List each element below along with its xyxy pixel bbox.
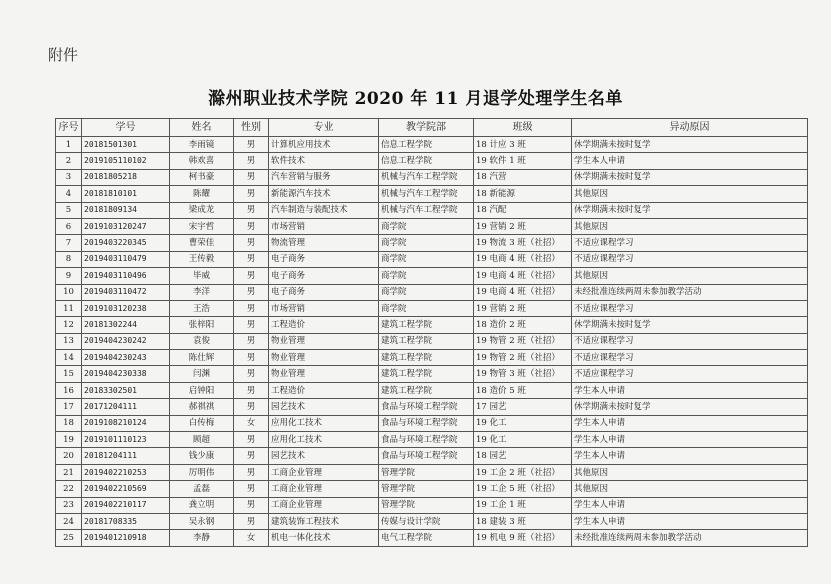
cell-name: 王传毅 <box>170 251 234 267</box>
cell-name: 龚立明 <box>170 497 234 513</box>
table-row <box>56 382 808 398</box>
cell-student-id: 2019403110496 <box>82 268 170 284</box>
cell-gender: 男 <box>234 481 269 497</box>
cell-index: 3 <box>56 169 82 185</box>
cell-class: 18 新能源 <box>474 186 572 202</box>
cell-major: 电子商务 <box>269 284 379 300</box>
cell-index: 6 <box>56 218 82 234</box>
cell-reason: 休学期满未按时复学 <box>572 202 808 218</box>
cell-class: 18 建装 3 班 <box>474 513 572 529</box>
cell-class: 19 电商 4 班（社招） <box>474 284 572 300</box>
table-row <box>56 432 808 448</box>
cell-index: 4 <box>56 186 82 202</box>
cell-index: 25 <box>56 530 82 546</box>
cell-gender: 男 <box>234 448 269 464</box>
cell-name: 厉明伟 <box>170 464 234 480</box>
cell-department: 电气工程学院 <box>379 530 474 546</box>
cell-reason: 学生本人申请 <box>572 415 808 431</box>
cell-gender: 男 <box>234 317 269 333</box>
column-header-class: 班级 <box>474 119 572 137</box>
cell-student-id: 2019404230338 <box>82 366 170 382</box>
cell-index: 14 <box>56 350 82 366</box>
column-header-gender: 性别 <box>234 119 269 137</box>
cell-major: 园艺技术 <box>269 448 379 464</box>
column-header-index: 序号 <box>56 119 82 137</box>
cell-gender: 男 <box>234 235 269 251</box>
cell-major: 工商企业管理 <box>269 464 379 480</box>
cell-major: 应用化工技术 <box>269 432 379 448</box>
cell-index: 7 <box>56 235 82 251</box>
table-row <box>56 333 808 349</box>
cell-department: 管理学院 <box>379 497 474 513</box>
cell-reason: 休学期满未按时复学 <box>572 169 808 185</box>
cell-class: 19 工企 1 班 <box>474 497 572 513</box>
cell-class: 19 物管 3 班（社招） <box>474 366 572 382</box>
cell-student-id: 2019108210124 <box>82 415 170 431</box>
cell-gender: 男 <box>234 284 269 300</box>
cell-reason: 不适应课程学习 <box>572 235 808 251</box>
cell-index: 5 <box>56 202 82 218</box>
cell-student-id: 20181805218 <box>82 169 170 185</box>
cell-reason: 学生本人申请 <box>572 513 808 529</box>
cell-index: 1 <box>56 137 82 153</box>
table-row <box>56 317 808 333</box>
cell-department: 机械与汽车工程学院 <box>379 169 474 185</box>
cell-student-id: 2019404230243 <box>82 350 170 366</box>
cell-major: 汽车制造与装配技术 <box>269 202 379 218</box>
cell-reason: 其他原因 <box>572 218 808 234</box>
table-row <box>56 186 808 202</box>
cell-reason: 未经批准连续两周未参加教学活动 <box>572 530 808 546</box>
cell-department: 管理学院 <box>379 464 474 480</box>
cell-department: 信息工程学院 <box>379 153 474 169</box>
table-row <box>56 350 808 366</box>
cell-reason: 休学期满未按时复学 <box>572 317 808 333</box>
cell-major: 物业管理 <box>269 350 379 366</box>
column-header-department: 教学院部 <box>379 119 474 137</box>
cell-index: 12 <box>56 317 82 333</box>
cell-class: 19 软件 1 班 <box>474 153 572 169</box>
cell-gender: 男 <box>234 382 269 398</box>
cell-name: 毕威 <box>170 268 234 284</box>
cell-reason: 不适应课程学习 <box>572 251 808 267</box>
cell-department: 食品与环境工程学院 <box>379 399 474 415</box>
cell-department: 建筑工程学院 <box>379 382 474 398</box>
cell-name: 白传梅 <box>170 415 234 431</box>
column-header-name: 姓名 <box>170 119 234 137</box>
cell-index: 20 <box>56 448 82 464</box>
cell-department: 食品与环境工程学院 <box>379 432 474 448</box>
cell-department: 建筑工程学院 <box>379 350 474 366</box>
cell-department: 传媒与设计学院 <box>379 513 474 529</box>
cell-department: 信息工程学院 <box>379 137 474 153</box>
table-row <box>56 137 808 153</box>
cell-class: 19 营销 2 班 <box>474 300 572 316</box>
cell-class: 19 物管 2 班（社招） <box>474 350 572 366</box>
table-row <box>56 251 808 267</box>
table-row <box>56 366 808 382</box>
cell-name: 孟磊 <box>170 481 234 497</box>
cell-major: 市场营销 <box>269 300 379 316</box>
cell-major: 汽车营销与服务 <box>269 169 379 185</box>
cell-index: 9 <box>56 268 82 284</box>
table-row <box>56 284 808 300</box>
cell-name: 李洋 <box>170 284 234 300</box>
cell-student-id: 2019403110472 <box>82 284 170 300</box>
cell-reason: 休学期满未按时复学 <box>572 399 808 415</box>
table-row <box>56 481 808 497</box>
cell-class: 18 计应 3 班 <box>474 137 572 153</box>
table-row <box>56 235 808 251</box>
cell-name: 张梓阳 <box>170 317 234 333</box>
cell-gender: 女 <box>234 530 269 546</box>
table-row <box>56 399 808 415</box>
cell-index: 15 <box>56 366 82 382</box>
cell-name: 郝祺祺 <box>170 399 234 415</box>
cell-class: 19 机电 9 班（社招） <box>474 530 572 546</box>
cell-student-id: 2019401210918 <box>82 530 170 546</box>
cell-class: 19 工企 2 班（社招） <box>474 464 572 480</box>
cell-gender: 男 <box>234 300 269 316</box>
cell-gender: 男 <box>234 186 269 202</box>
cell-class: 18 造价 5 班 <box>474 382 572 398</box>
page-title: 滁州职业技术学院 2020 年 11 月退学处理学生名单 <box>208 89 623 109</box>
cell-student-id: 20181204111 <box>82 448 170 464</box>
cell-reason: 不适应课程学习 <box>572 350 808 366</box>
cell-class: 19 营销 2 班 <box>474 218 572 234</box>
cell-gender: 男 <box>234 251 269 267</box>
cell-gender: 男 <box>234 268 269 284</box>
cell-class: 18 汽配 <box>474 202 572 218</box>
cell-reason: 学生本人申请 <box>572 382 808 398</box>
cell-class: 18 园艺 <box>474 448 572 464</box>
cell-department: 建筑工程学院 <box>379 317 474 333</box>
cell-reason: 其他原因 <box>572 481 808 497</box>
cell-department: 商学院 <box>379 218 474 234</box>
cell-major: 计算机应用技术 <box>269 137 379 153</box>
table-row <box>56 415 808 431</box>
cell-major: 应用化工技术 <box>269 415 379 431</box>
table-row <box>56 300 808 316</box>
cell-student-id: 2019403110479 <box>82 251 170 267</box>
cell-class: 19 电商 4 班（社招） <box>474 268 572 284</box>
cell-student-id: 20181810101 <box>82 186 170 202</box>
table-row <box>56 513 808 529</box>
cell-major: 电子商务 <box>269 268 379 284</box>
cell-gender: 男 <box>234 432 269 448</box>
cell-gender: 男 <box>234 464 269 480</box>
cell-index: 8 <box>56 251 82 267</box>
cell-name: 陈仕辉 <box>170 350 234 366</box>
cell-index: 23 <box>56 497 82 513</box>
cell-gender: 男 <box>234 513 269 529</box>
cell-index: 19 <box>56 432 82 448</box>
cell-department: 建筑工程学院 <box>379 333 474 349</box>
cell-student-id: 20181501301 <box>82 137 170 153</box>
attachment-label: 附件 <box>48 46 79 64</box>
cell-student-id: 2019402210117 <box>82 497 170 513</box>
cell-class: 19 化工 <box>474 415 572 431</box>
cell-gender: 女 <box>234 415 269 431</box>
cell-department: 商学院 <box>379 251 474 267</box>
cell-reason: 其他原因 <box>572 186 808 202</box>
cell-reason: 学生本人申请 <box>572 153 808 169</box>
cell-gender: 男 <box>234 497 269 513</box>
cell-name: 李雨镜 <box>170 137 234 153</box>
cell-name: 袁俊 <box>170 333 234 349</box>
cell-name: 韩欢喜 <box>170 153 234 169</box>
cell-major: 新能源汽车技术 <box>269 186 379 202</box>
column-header-student-id: 学号 <box>82 119 170 137</box>
cell-gender: 男 <box>234 153 269 169</box>
cell-name: 李静 <box>170 530 234 546</box>
cell-student-id: 2019101110123 <box>82 432 170 448</box>
cell-department: 机械与汽车工程学院 <box>379 202 474 218</box>
cell-major: 物流管理 <box>269 235 379 251</box>
cell-major: 工程造价 <box>269 382 379 398</box>
cell-index: 18 <box>56 415 82 431</box>
cell-major: 电子商务 <box>269 251 379 267</box>
cell-major: 园艺技术 <box>269 399 379 415</box>
cell-gender: 男 <box>234 366 269 382</box>
cell-class: 18 汽营 <box>474 169 572 185</box>
cell-student-id: 20183302501 <box>82 382 170 398</box>
cell-major: 工商企业管理 <box>269 481 379 497</box>
table-row <box>56 464 808 480</box>
cell-name: 钱少康 <box>170 448 234 464</box>
cell-gender: 男 <box>234 399 269 415</box>
table-header-row <box>56 119 808 137</box>
cell-class: 19 化工 <box>474 432 572 448</box>
cell-name: 宋宇哲 <box>170 218 234 234</box>
cell-reason: 其他原因 <box>572 464 808 480</box>
cell-department: 管理学院 <box>379 481 474 497</box>
cell-student-id: 20181809134 <box>82 202 170 218</box>
cell-index: 17 <box>56 399 82 415</box>
column-header-reason: 异动原因 <box>572 119 808 137</box>
cell-reason: 学生本人申请 <box>572 432 808 448</box>
cell-name: 柯书豪 <box>170 169 234 185</box>
cell-reason: 休学期满未按时复学 <box>572 137 808 153</box>
cell-index: 11 <box>56 300 82 316</box>
table-row <box>56 268 808 284</box>
cell-gender: 男 <box>234 218 269 234</box>
cell-reason: 不适应课程学习 <box>572 333 808 349</box>
cell-class: 18 造价 2 班 <box>474 317 572 333</box>
cell-major: 工商企业管理 <box>269 497 379 513</box>
cell-index: 22 <box>56 481 82 497</box>
cell-gender: 男 <box>234 350 269 366</box>
cell-department: 商学院 <box>379 300 474 316</box>
cell-major: 工程造价 <box>269 317 379 333</box>
cell-student-id: 2019402210569 <box>82 481 170 497</box>
cell-name: 闫渊 <box>170 366 234 382</box>
cell-department: 商学院 <box>379 284 474 300</box>
cell-reason: 未经批准连续两周未参加教学活动 <box>572 284 808 300</box>
cell-reason: 不适应课程学习 <box>572 300 808 316</box>
cell-department: 商学院 <box>379 268 474 284</box>
cell-gender: 男 <box>234 202 269 218</box>
cell-class: 19 电商 4 班（社招） <box>474 251 572 267</box>
cell-gender: 男 <box>234 137 269 153</box>
cell-index: 24 <box>56 513 82 529</box>
cell-name: 陈耀 <box>170 186 234 202</box>
cell-student-id: 20171204111 <box>82 399 170 415</box>
table-row <box>56 530 808 546</box>
cell-student-id: 2019404230242 <box>82 333 170 349</box>
cell-name: 梁成龙 <box>170 202 234 218</box>
cell-gender: 男 <box>234 333 269 349</box>
cell-gender: 男 <box>234 169 269 185</box>
cell-class: 19 物管 2 班（社招） <box>474 333 572 349</box>
table-row <box>56 448 808 464</box>
cell-department: 商学院 <box>379 235 474 251</box>
cell-class: 19 物流 3 班（社招） <box>474 235 572 251</box>
cell-major: 物业管理 <box>269 366 379 382</box>
cell-major: 物业管理 <box>269 333 379 349</box>
cell-reason: 不适应课程学习 <box>572 366 808 382</box>
cell-department: 食品与环境工程学院 <box>379 415 474 431</box>
cell-reason: 其他原因 <box>572 268 808 284</box>
cell-department: 建筑工程学院 <box>379 366 474 382</box>
table-row <box>56 153 808 169</box>
cell-reason: 学生本人申请 <box>572 448 808 464</box>
column-header-major: 专业 <box>269 119 379 137</box>
table-row <box>56 218 808 234</box>
cell-major: 建筑装饰工程技术 <box>269 513 379 529</box>
cell-index: 2 <box>56 153 82 169</box>
cell-name: 启钟阳 <box>170 382 234 398</box>
cell-reason: 学生本人申请 <box>572 497 808 513</box>
cell-name: 曹荣佳 <box>170 235 234 251</box>
cell-name: 王浩 <box>170 300 234 316</box>
cell-department: 食品与环境工程学院 <box>379 448 474 464</box>
table-row <box>56 202 808 218</box>
cell-major: 机电一体化技术 <box>269 530 379 546</box>
cell-name: 吴永钢 <box>170 513 234 529</box>
table-row <box>56 169 808 185</box>
cell-major: 市场营销 <box>269 218 379 234</box>
table-row <box>56 497 808 513</box>
cell-student-id: 2019105110102 <box>82 153 170 169</box>
student-table <box>55 118 808 547</box>
cell-major: 软件技术 <box>269 153 379 169</box>
cell-department: 机械与汽车工程学院 <box>379 186 474 202</box>
cell-class: 19 工企 5 班（社招） <box>474 481 572 497</box>
cell-name: 顾超 <box>170 432 234 448</box>
cell-index: 16 <box>56 382 82 398</box>
cell-student-id: 2019103120247 <box>82 218 170 234</box>
cell-student-id: 20181708335 <box>82 513 170 529</box>
cell-index: 10 <box>56 284 82 300</box>
cell-class: 17 园艺 <box>474 399 572 415</box>
cell-student-id: 2019402210253 <box>82 464 170 480</box>
cell-student-id: 20181302244 <box>82 317 170 333</box>
cell-index: 13 <box>56 333 82 349</box>
cell-student-id: 2019403220345 <box>82 235 170 251</box>
cell-index: 21 <box>56 464 82 480</box>
cell-student-id: 2019103120238 <box>82 300 170 316</box>
